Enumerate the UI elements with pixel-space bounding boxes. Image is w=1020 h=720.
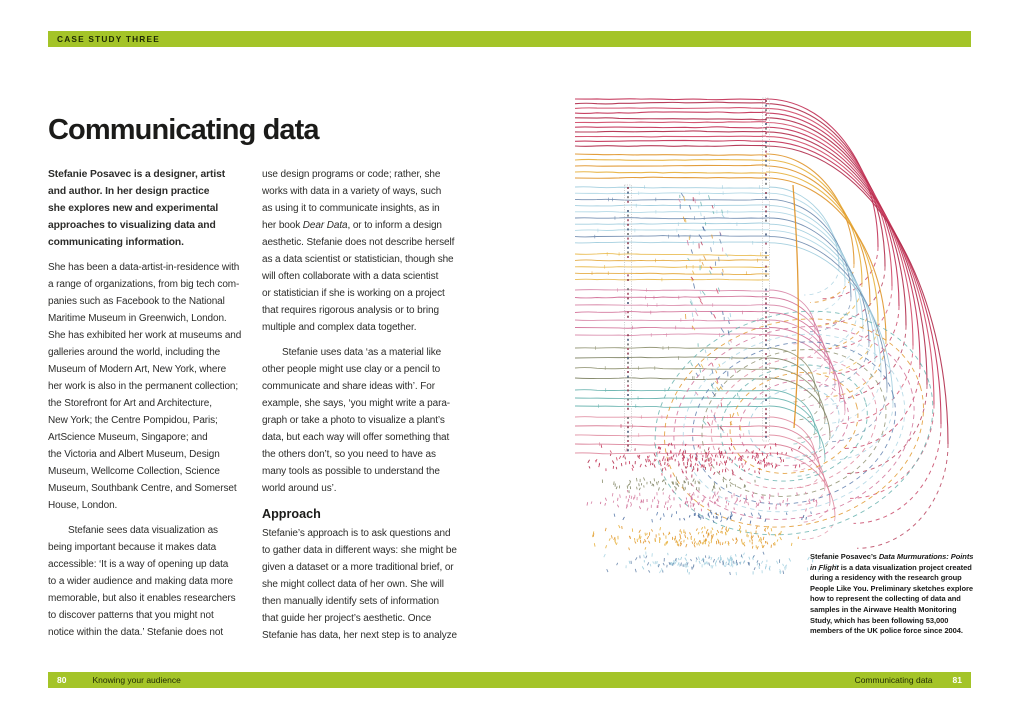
text-line: then manually identify sets of information [262, 596, 440, 607]
text-line: notice within the data.’ Stefanie does not [48, 627, 223, 638]
footer-band [48, 672, 971, 688]
text-line: data, but each way will offer something that [262, 432, 450, 443]
text-line: Stefanie uses data ‘as a material like [282, 347, 442, 358]
text-line: ArtScience Museum, Singapore; and [48, 432, 208, 443]
text-line: Stefanie Posavec’s Data Murmurations: Points [810, 552, 974, 561]
text-line: use design programs or code; rather, she [262, 169, 441, 180]
text-line: the Victoria and Albert Museum, Design [48, 449, 220, 460]
text-line: the others don’t, so you need to have as [262, 449, 436, 460]
text-line: given a dataset or a more traditional brief, or [262, 562, 454, 573]
header-band [48, 31, 971, 47]
text-line: multiple and complex data together. [262, 322, 417, 333]
paragraph [262, 344, 468, 497]
artwork-sketch-svg [572, 93, 972, 588]
text-line: communicate and share ideas with’. For [262, 381, 435, 392]
text-line: Stefanie has data, her next step is to analyze [262, 630, 457, 641]
text-column-right [262, 166, 468, 652]
text-line: her work is also in the permanent collection; [48, 381, 239, 392]
text-line: communicating information. [48, 237, 184, 248]
footer-left-label: Knowing your audience [92, 675, 181, 685]
text-line: in Flight is a data visualization project created [810, 562, 972, 572]
text-line: accessible: ‘It is a way of opening up data [48, 559, 229, 570]
text-line: during a residency with the research group [810, 573, 962, 583]
text-line: graph or take a photo to visualize a plant’s [262, 415, 445, 426]
text-line: many tools as possible to understand the [262, 466, 440, 477]
text-line: the Storefront for Art and Architecture, [48, 398, 212, 409]
text-line: House, London. [48, 500, 118, 511]
text-line: New York; the Centre Pompidou, Paris; [48, 415, 218, 426]
text-line: works with data in a variety of ways, such [262, 186, 442, 197]
text-line: that requires rigorous analysis or to bring [262, 305, 439, 316]
text-line: she might collect data of her own. She will [262, 579, 444, 590]
text-line: approaches to visualizing data and [48, 220, 216, 231]
paragraph [48, 522, 248, 641]
text-line: Maritime Museum in Greenwich, London. [48, 313, 227, 324]
text-line: her book Dear Data, or to inform a design [262, 220, 442, 231]
text-line: a range of organizations, from big tech com- [48, 279, 240, 290]
text-line: how to represent the collecting of data and [810, 594, 961, 604]
page-number-right: 81 [952, 675, 962, 685]
text-line: Stefanie’s approach is to ask questions and [262, 528, 451, 539]
text-line: other people might use clay or a pencil to [262, 364, 441, 375]
paragraph [262, 166, 468, 336]
page-title: Communicating data [48, 114, 319, 146]
text-line: and author. In her design practice [48, 186, 210, 197]
text-line: will often collaborate with a data scientist [262, 271, 439, 282]
case-study-label: CASE STUDY THREE [57, 34, 160, 44]
text-line: memorable, but also it enables researchers [48, 593, 236, 604]
text-line: as using it to communicate insights, as in [262, 203, 440, 214]
paragraph [48, 259, 248, 514]
text-line: example, she says, ‘you might write a para- [262, 398, 451, 409]
text-line: as a data scientist or statistician, though she [262, 254, 454, 265]
text-line: She has been a data-artist-in-residence with [48, 262, 240, 273]
text-line: Study, which has been following 53,000 [810, 615, 949, 625]
footer-right-label: Communicating data [854, 675, 933, 685]
text-line: to a wider audience and making data more [48, 576, 234, 587]
text-line: aesthetic. Stefanie does not describe herself [262, 237, 455, 248]
text-line: world around us’. [262, 483, 337, 494]
paragraph [48, 166, 248, 251]
text-line: Museum of Modern Art, New York, where [48, 364, 227, 375]
text-line: or statistician if she is working on a project [262, 288, 445, 299]
text-line: People Like You. Preliminary sketches explore [810, 583, 973, 593]
text-column-left [48, 166, 248, 649]
text-line: Museum, Southbank Centre, and Somerset [48, 483, 237, 494]
text-line: to discover patterns that you might not [48, 610, 214, 621]
text-line: Stefanie sees data visualization as [68, 525, 218, 536]
text-line: being important because it makes data [48, 542, 217, 553]
text-line: samples in the Airwave Health Monitoring [810, 604, 957, 614]
paragraph [810, 552, 974, 637]
page-number-left: 80 [57, 675, 67, 685]
text-line: Museum, Wellcome Collection, Science [48, 466, 220, 477]
paragraph [262, 525, 468, 644]
text-line: galleries around the world, including the [48, 347, 221, 358]
text-line: that guide her project’s aesthetic. Once [262, 613, 432, 624]
image-caption [810, 552, 974, 645]
text-line: members of the UK police force since 2004. [810, 626, 963, 636]
text-line: panies such as Facebook to the National [48, 296, 225, 307]
text-line: she explores new and experimental [48, 203, 219, 214]
text-line: to gather data in different ways: she might be [262, 545, 457, 556]
artwork-figure [572, 93, 972, 588]
section-heading: Approach [262, 507, 321, 521]
text-line: She has exhibited her work at museums and [48, 330, 242, 341]
text-line: Stefanie Posavec is a designer, artist [48, 169, 226, 180]
